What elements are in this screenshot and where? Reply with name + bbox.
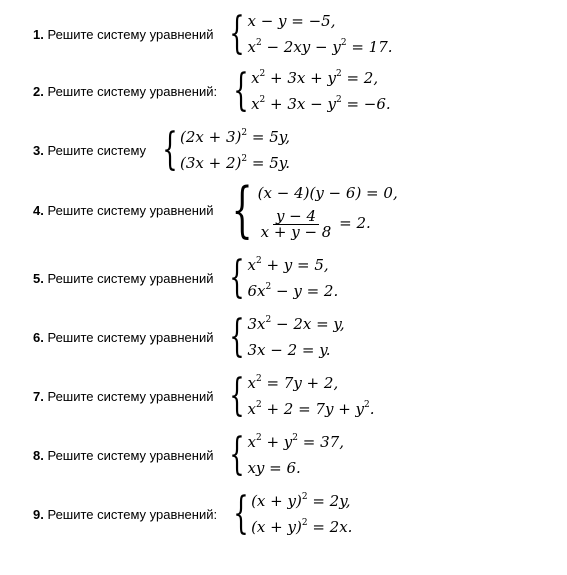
problem-8 [33, 429, 344, 481]
problem-label [33, 84, 217, 99]
problem-label [33, 448, 213, 463]
problem-number: 4. [33, 202, 44, 218]
equation-system [156, 124, 290, 176]
problem-3 [33, 124, 290, 176]
equation-2: $x^2 + 3x - y^2 = -6$. [251, 95, 391, 113]
equation-2: $(3x + 2)^2 = 5y$. [180, 154, 291, 172]
problem-1 [33, 8, 393, 60]
equation-1: (x − 4)(y − 6) = 0, [257, 184, 398, 202]
equation-system [223, 175, 398, 245]
equation-system [223, 252, 338, 304]
fraction: $\frac{y - 4}{x + y - 8}$ [260, 206, 332, 241]
equation-1: $(2x + 3)^2 = 5y$, [180, 128, 291, 146]
brace-icon: { [233, 488, 249, 539]
equation-1: $3x^2 - 2x = y$, [247, 315, 345, 333]
equation-1: $x^2 = 7y + 2$, [247, 374, 339, 392]
problem-9 [33, 488, 352, 540]
problem-label [33, 330, 213, 345]
problem-5 [33, 252, 338, 304]
brace-icon: { [229, 370, 246, 421]
problem-text: Решите систему уравнений: [47, 83, 218, 99]
equation-system [223, 429, 344, 481]
problem-label [33, 203, 213, 218]
brace-icon: { [229, 8, 246, 59]
brace-icon: { [233, 65, 249, 116]
problem-number: 1. [33, 26, 44, 42]
brace-icon: { [162, 124, 178, 175]
equation-1: x − y = −5, [247, 12, 336, 30]
equation-system [223, 311, 344, 363]
problem-text: Решите систему уравнений [47, 202, 214, 218]
problem-text: Решите систему уравнений [47, 447, 214, 463]
equation-1: $x^2 + 3x + y^2 = 2$, [251, 69, 379, 87]
problem-label [33, 143, 146, 158]
equation-2: $x^2 + 2 = 7y + y^2$. [247, 400, 375, 418]
problem-4 [33, 175, 398, 245]
equation-1: $x^2 + y = 5$, [247, 256, 329, 274]
problem-7 [33, 370, 375, 422]
brace-icon: { [229, 252, 246, 303]
problem-text: Решите систему уравнений [47, 26, 214, 42]
equation-2: $(x + y)^2 = 2x$. [251, 518, 353, 536]
equation-1: $x^2 + y^2 = 37$, [247, 433, 344, 451]
problem-text: Решите систему уравнений: [47, 506, 218, 522]
problem-text: Решите систему уравнений [47, 388, 214, 404]
problem-text: Решите систему уравнений [47, 329, 214, 345]
problem-label [33, 507, 217, 522]
problem-6 [33, 311, 345, 363]
equation-system [223, 8, 392, 60]
equation-system [223, 370, 374, 422]
problem-label [33, 389, 213, 404]
problem-text: Решите систему уравнений [47, 270, 214, 286]
problem-number: 7. [33, 388, 44, 404]
problem-2 [33, 65, 391, 117]
problem-number: 8. [33, 447, 44, 463]
equation-1: $(x + y)^2 = 2y$, [251, 492, 351, 510]
problem-number: 3. [33, 142, 44, 158]
equation-2: xy = 6. [247, 459, 301, 477]
equation-system [227, 65, 391, 117]
brace-icon: { [229, 429, 246, 480]
equation-2: $x^2 - 2xy - y^2 = 17$. [247, 38, 393, 56]
problem-number: 5. [33, 270, 44, 286]
problem-text: Решите систему [47, 142, 147, 158]
problem-label [33, 271, 213, 286]
equation-2: 3x − 2 = y. [247, 341, 331, 359]
problem-number: 2. [33, 83, 44, 99]
problem-number: 6. [33, 329, 44, 345]
brace-icon: { [229, 311, 246, 362]
equation-2: $6x^2 - y = 2$. [247, 282, 339, 300]
equation-system [227, 488, 352, 540]
equation-2: $\frac{y - 4}{x + y - 8}$ = 2. [258, 206, 398, 240]
problem-label [33, 27, 213, 42]
brace-icon: { [232, 175, 254, 245]
problem-number: 9. [33, 506, 44, 522]
